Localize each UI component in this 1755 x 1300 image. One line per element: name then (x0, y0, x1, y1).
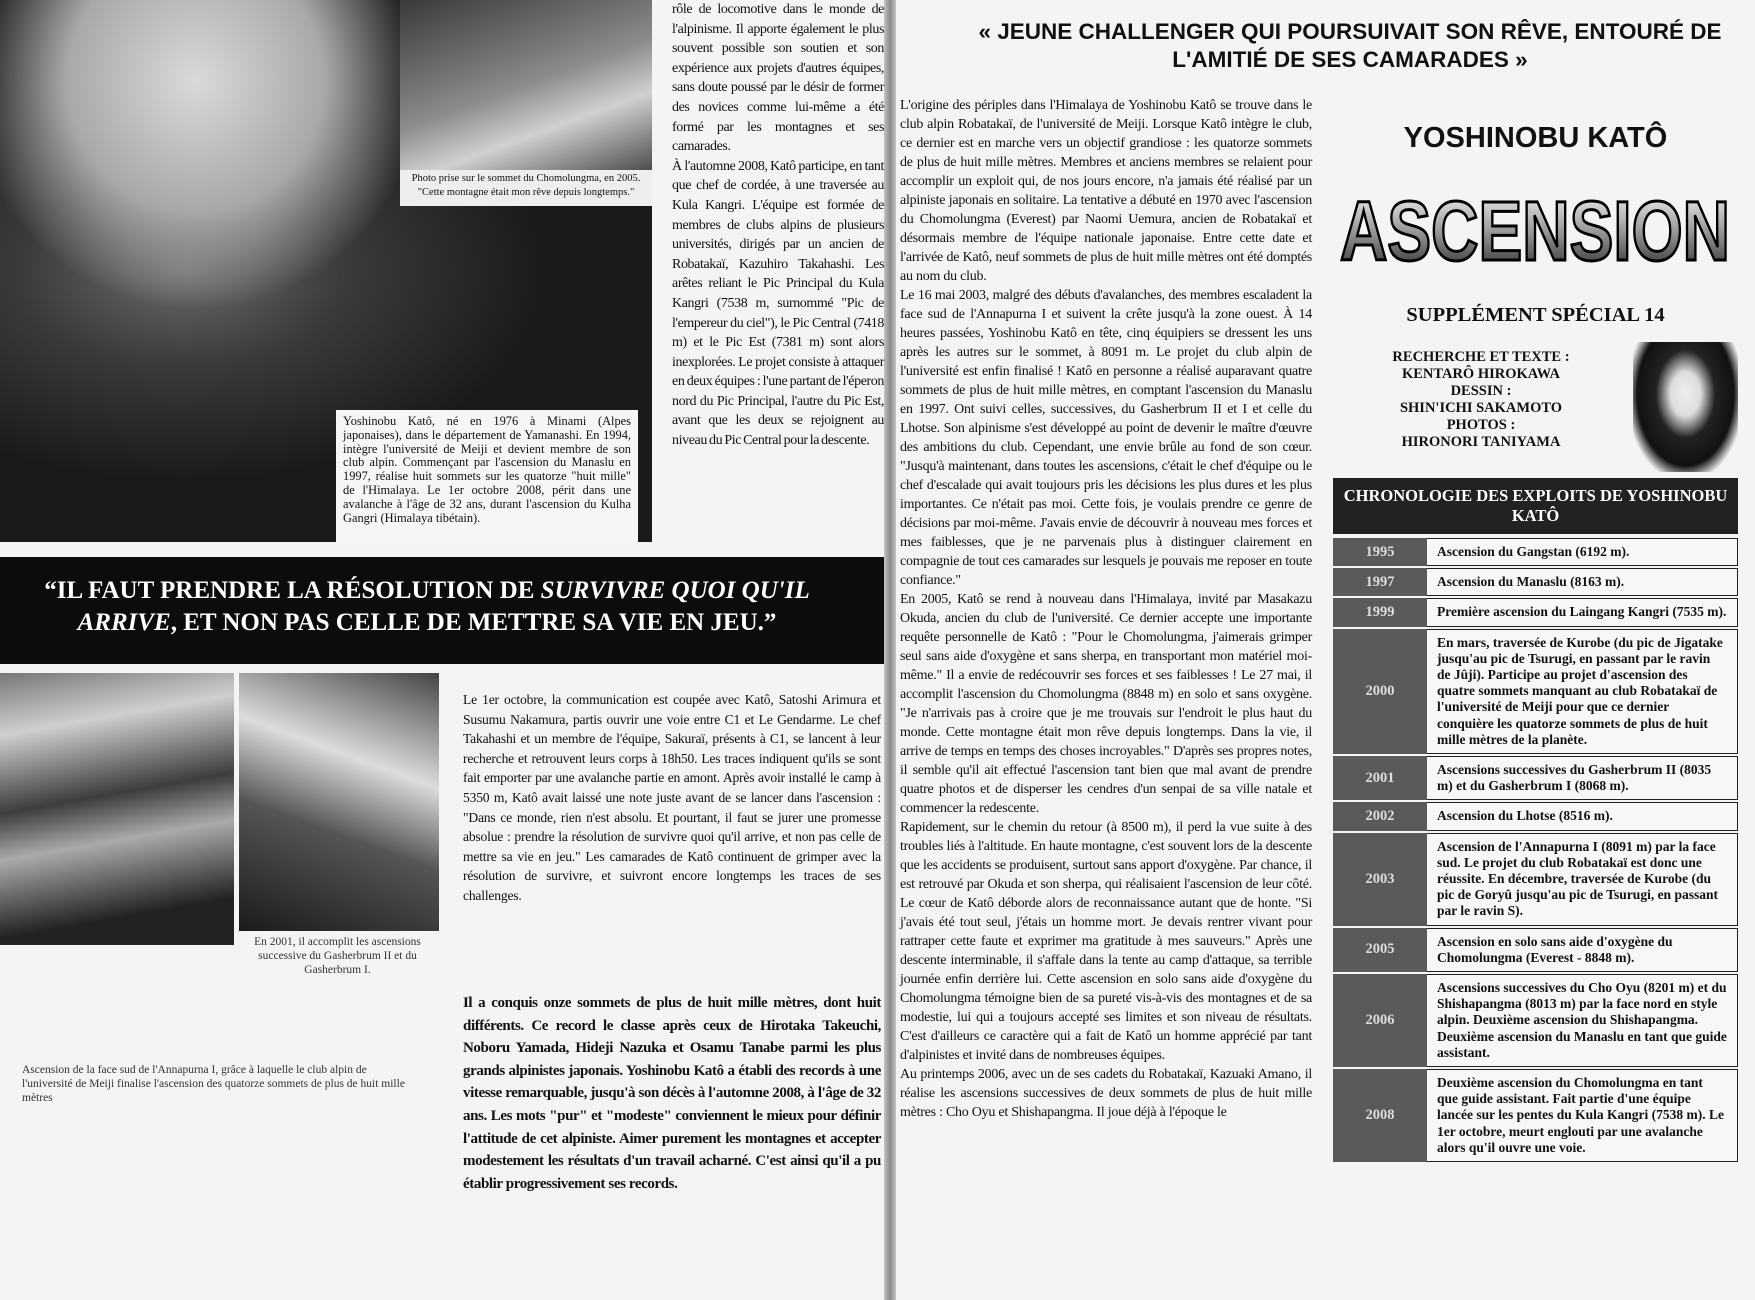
chronology-event: Première ascension du Laingang Kangri (7535 m). (1427, 598, 1738, 626)
quote-emphasis: SURVIVRE QUOI QU'IL ARRIVE (77, 577, 810, 636)
paragraph: En 2005, Katô se rend à nouveau dans l'Himalaya, invité par Masakazu Okuda, ancien du club de l'université. Ce dernier accepte une importante requête personnelle de Katô : "Pour le Chomolungma, j'aimerais grimper seul sans aide d'oxygène et sans sherpa, en transportant mon matériel moi-même." Il a envie de redécouvrir ses forces et ses faiblesses ! Le 27 mai, il accomplit l'ascension du Chomolungma (8848 m) en solo et sans oxygène. "Je n'arrivais pas à croire que je me trouvais sur l'endroit le plus haut du monde. Cette montagne était mon rêve depuis longtemps. Dans la vie, il arrive de temps en temps des choses incroyables." D'après ses propres notes, il semble qu'il ait effectué l'ascension tant bien que mal avant de prendre quatre photos et de disperser les cendres d'un senpai de sa ville natale et commencer la redescente. (900, 592, 1312, 816)
chronology-year: 1999 (1333, 598, 1427, 626)
gasherbrum-caption: En 2001, il accomplit les ascensions successive du Gasherbrum II et du Gasherbrum I. (254, 936, 421, 976)
summit-photo (400, 0, 652, 170)
supplement-title: SUPPLÉMENT SPÉCIAL 14 (1406, 304, 1665, 326)
chronology-title: CHRONOLOGIE DES EXPLOITS DE YOSHINOBU KATÔ (1333, 478, 1738, 534)
chronology-year: 2003 (1333, 833, 1427, 926)
paragraph: Au printemps 2006, avec un de ses cadets du Robatakaï, Kazuaki Amano, il réalise les ascensions successives de deux sommets de plus de huit mille mètres : Cho Oyu et Shishapangma. Il joue déjà à l'époque le (900, 1067, 1312, 1120)
chronology-table (1333, 538, 1738, 1164)
chronology-event: Ascension du Lhotse (8516 m). (1427, 802, 1738, 830)
subject-name: YOSHINOBU KATÔ (1403, 122, 1668, 154)
chronology-row (1333, 833, 1738, 928)
chronology-row (1333, 538, 1738, 568)
paragraph: Rapidement, sur le chemin du retour (à 8500 m), il perd la vue suite à des troubles liés à l'altitude. En haute montagne, c'est souvent lors de la descente que les accidents se produisent, surtout sans apport d'oxygène. Par chance, il est retrouvé par Okuda et son sherpa, qui réalisaient l'ascension de leur côté. Le cœur de Katô déborde alors de reconnaissance autant que de honte. "Si j'avais été tout seul, j'étais un homme mort. Je devais rentrer vivant pour rattraper cette faute et exprimer ma gratitude à mes sauveurs." Après une descente interminable, il s'affale dans la tente au camp d'attaque, sa terrible journée enfin derrière lui. Cette ascension en solo sans aide d'oxygène du Chomolungma témoigne bien de sa pureté vis-à-vis des montagnes et de sa modestie, lui qui a toujours accepté ses limites et son niveau de résultats. C'est d'ailleurs ce caractère qui a fait de Katô un homme apprécié par tant d'alpinistes et invité dans de nombreuses équipes. (900, 820, 1312, 1063)
paragraph-october: Le 1er octobre, la communication est coupée avec Katô, Satoshi Arimura et Susumu Nakamura, partis ouvrir une voie entre C1 et Le Gendarme. Le chef Takahashi et un membre de l'équipe, Sakuraï, présents à C1, se lancent à leur recherche et retrouvent leurs corps à 18h50. Les traces indiquent qu'ils se sont fait emporter par une avalanche partie en amont. Après avoir installé le camp à 5350 m, Katô avait laissé une note juste avant de se lancer dans l'ascension : "Dans ce monde, rien n'est absolu. Et pourtant, il faut se jurer une promesse absolue : prendre la résolution de survivre quoi qu'il arrive, et non pas celle de mettre sa vie en jeu." Les camarades de Katô continuent de grimper avec la résolution de survivre, et suivront encore longtemps les traces de ses challenges. (463, 692, 881, 903)
quote-banner (0, 557, 884, 664)
bold-summary-paragraph: Il a conquis onze sommets de plus de huit mille mètres, dont huit différents. Ce record le classe après ceux de Hirotaka Takeuchi, Noboru Yamada, Hideji Nazuka et Osamu Tanabe parmi les plus grands alpinistes japonais. Yoshinobu Katô a établi des records à une vitesse remarquable, jusqu'à son décès à l'automne 2008, à l'âge de 32 ans. Les mots "pur" et "modeste" conviennent le mieux pour définir l'attitude de cet alpiniste. Aimer purement les montagnes et accepter modestement les résultats d'un travail acharné. C'est ainsi qu'il a pu établir progressivement ses records. (463, 995, 881, 1192)
chronology-row (1333, 802, 1738, 832)
right-body-text (900, 96, 1312, 1122)
chronology-year: 2006 (1333, 974, 1427, 1067)
mountain-photo-gasherbrum (239, 673, 439, 931)
credit-line: HIRONORI TANIYAMA (1401, 434, 1561, 450)
chronology-year: 1995 (1333, 538, 1427, 566)
credit-line: KENTARÔ HIROKAWA (1401, 366, 1561, 382)
chronology-event: Ascensions successives du Cho Oyu (8201 m) et du Shishapangma (8013 m) par la face nord en style alpin. Deuxième ascension du Shishapangma. Deuxième ascension du Manaslu en tant que guide assistant. (1427, 974, 1738, 1067)
paragraph: Le 16 mai 2003, malgré des débuts d'avalanches, des membres escaladent la face sud de l'Annapurna I et suivent la crête jusqu'à la zone ouest. À 14 heures passées, Yoshinobu Katô en tête, cinq équipiers se dressent les uns après les autres sur le sommet, à 8091 m. Le projet du club alpin de l'université est enfin finalisé ! Katô en personne a réalisé auparavant quatre sommets de plus de huit mille mètres, en comptant l'ascension du Manaslu en 1997. Ont suivi celles, successives, du Gasherbrum II et I et celle du Lhotse. Son alpinisme s'est développé au point de devenir le maître d'œuvre des ambitions du club. Cependant, une envie brûle au fond de son cœur. "Jusqu'à maintenant, dans toutes les ascensions, c'était le chef d'équipe ou le chef d'escalade qui avait toujours pris les décisions les plus dures et les plus importantes. Ce n'était pas moi. Cette fois, je voulais prendre ce genre de décisions par moi-même. J'avais envie de découvrir à nouveau mes forces et mes faiblesses, que je ne parvenais plus à distinguer clairement en compagnie de tout ces camarades sur lesquels je pouvais me reposer en toute confiance." (900, 288, 1312, 588)
quote-part: , ET NON PAS CELLE DE METTRE SA VIE EN JEU.” (170, 609, 777, 636)
chronology-event: Deuxième ascension du Chomolungma en tant que guide assistant. Fait partie d'une équipe lancée sur les pentes du Kula Kangri (7538 m). Le 1er octobre, meurt englouti par une avalanche alors qu'il ouvre une voie. (1427, 1069, 1738, 1162)
chronology-event: Ascensions successives du Gasherbrum II (8035 m) et du Gasherbrum I (8068 m). (1427, 756, 1738, 800)
page-gutter (884, 0, 896, 1300)
credit-line: PHOTOS : (1446, 417, 1516, 433)
paragraph: L'origine des périples dans l'Himalaya de Yoshinobu Katô se trouve dans le club alpin Robatakaï, de l'université de Meiji. Lorsque Katô intègre le club, ce dernier est en marche vers un objectif grandiose : les quatorze sommets de plus de huit mille mètres. Membres et anciens membres se relaient pour accomplir un exploit qui, de nos jours encore, n'a jamais été réalisé par un alpiniste japonais en solitaire. La tentative a débuté en 1970 avec l'ascension du Chomolungma (Everest) par Naomi Uemura, ancien de Robatakaï et désormais membre de l'équipe nationale japonaise. Entre cette date et l'arrivée de Katô, neuf sommets de plus de huit mille mètres ont été domptés au nom du club. (900, 98, 1312, 284)
chronology-year: 2002 (1333, 802, 1427, 830)
chronology-event: En mars, traversée de Kurobe (du pic de Jigatake jusqu'au pic de Tsurugi, en passant par le ravin de Jûji). Participe au projet d'ascension des quatre sommets manquant au club Robatakaï de l'université de Meiji pour que ce dernier conquière les quatorze sommets de plus de huit mille mètres de la planète. (1427, 629, 1738, 754)
chronology-row (1333, 974, 1738, 1069)
credits (1333, 349, 1629, 451)
chronology-row (1333, 598, 1738, 628)
quote-part: “IL FAUT PRENDRE LA RÉSOLUTION DE (44, 577, 541, 604)
mountain-photo-annapurna (0, 673, 234, 945)
chronology-year: 2005 (1333, 928, 1427, 972)
chronology-year: 2001 (1333, 756, 1427, 800)
credit-line: SHIN'ICHI SAKAMOTO (1399, 400, 1563, 416)
chronology-event: Ascension de l'Annapurna I (8091 m) par la face sud. Le projet du club Robatakaï est donc une réussite. En décembre, traversée de Kurobe (du pic de Goryû jusqu'au pic de Tsurugi, en passant par le ravin S). (1427, 833, 1738, 926)
chronology-event: Ascension du Manaslu (8163 m). (1427, 568, 1738, 596)
chronology-event: Ascension en solo sans aide d'oxygène du Chomolungma (Everest - 8848 m). (1427, 928, 1738, 972)
chronology-year: 2000 (1333, 629, 1427, 754)
headline: « JEUNE CHALLENGER QUI POURSUIVAIT SON RÊVE, ENTOURÉ DE L'AMITIÉ DE SES CAMARADES » (978, 19, 1722, 72)
logo-text: ASCENSION (1340, 184, 1730, 278)
chronology-year: 2008 (1333, 1069, 1427, 1162)
left-column-text (672, 0, 884, 451)
paragraph: À l'automne 2008, Katô participe, en tant que chef de cordée, à une traversée au Kula Kangri. L'équipe est formée de membres de clubs alpins de plusieurs universités, dirigés par un ancien de Robatakaï, Kazuhiro Takahashi. Les arêtes reliant le Pic Principal du Kula Kangri (7538 m, surnommé "Pic de l'empereur du ciel"), le Pic Central (7418 m) et le Pic Est (7381 m) sont alors inexplorées. Le projet consiste à attaquer en deux équipes : l'une partant de l'éperon nord du Pic Principal, l'autre du Pic Est, avant que les deux se rejoignent au niveau du Pic Central pour la descente. (672, 158, 884, 449)
chronology-row (1333, 1069, 1738, 1164)
chronology-row (1333, 756, 1738, 802)
chronology-event: Ascension du Gangstan (6192 m). (1427, 538, 1738, 566)
chronology-row (1333, 629, 1738, 756)
bio-caption: Yoshinobu Katô, né en 1976 à Minami (Alpes japonaises), dans le département de Yamanashi. En 1994, intègre l'université de Meiji et devient membre de son club alpin. Commençant par l'ascension du Manaslu en 1997, réalise huit sommets sur les quatorze "huit mille" de l'Himalaya. Le 1er octobre 2008, périt dans une avalanche à l'âge de 32 ans, durant l'ascension du Kulha Gangri (Himalaya tibétain). (336, 410, 638, 542)
chronology-row (1333, 928, 1738, 974)
manga-character-portrait (1633, 342, 1738, 472)
annapurna-caption: Ascension de la face sud de l'Annapurna I, grâce à laquelle le club alpin de l'université de Meiji finalise l'ascension des quatorze sommets de plus de huit mille mètres (22, 1064, 405, 1104)
summit-photo-caption: Photo prise sur le sommet du Chomolungma, en 2005. "Cette montagne était mon rêve depuis longtemps." (400, 170, 652, 206)
paragraph: rôle de locomotive dans le monde de l'alpinisme. Il apporte également le plus souvent possible son soutien et son expérience aux projets d'autres équipes, sans doute poussé par le désir de former des novices comme lui-même a été formé par les montagnes et ses camarades. (672, 2, 884, 155)
chronology-year: 1997 (1333, 568, 1427, 596)
ascension-logo (1333, 155, 1738, 295)
chronology-row (1333, 568, 1738, 598)
credit-line: DESSIN : (1450, 383, 1512, 399)
info-panel (1333, 112, 1738, 1155)
credit-line: RECHERCHE ET TEXTE : (1392, 349, 1570, 365)
